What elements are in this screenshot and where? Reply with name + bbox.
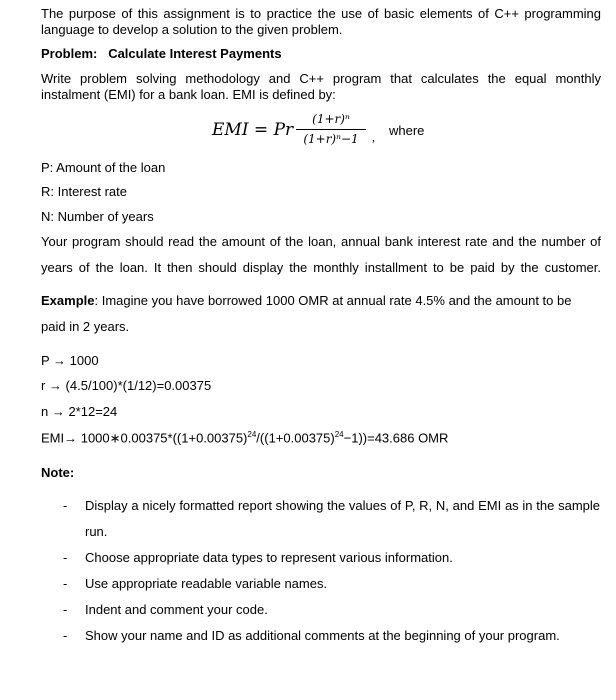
calc-p: P → 1000 <box>41 353 99 368</box>
note-heading <box>41 465 74 480</box>
note-item-2: Choose appropriate data types to represent various information. <box>85 550 453 565</box>
note-item-3: Use appropriate readable variable names. <box>85 576 328 591</box>
variable-n: N: Number of years <box>41 209 154 224</box>
variable-p: P: Amount of the loan <box>41 160 166 175</box>
emi-part-a: EMI→ 1000∗0.00375*((1+0.00375) <box>41 430 248 446</box>
formula-comma: , <box>372 130 375 144</box>
note-dash-5: - <box>63 628 68 643</box>
description-line-1: Write problem solving methodology and C++ program that calculates the equal monthly <box>41 71 601 86</box>
problem-heading <box>41 46 282 61</box>
note-item-5: Show your name and ID as additional comments at the beginning of your program. <box>85 628 560 643</box>
problem-label: Problem: <box>41 46 98 61</box>
intro-line-1: The purpose of this assignment is to practice the use of basic elements of C++ programming <box>41 6 601 21</box>
fraction-bar <box>296 129 366 130</box>
formula-numerator: (1+r)ⁿ <box>312 112 350 126</box>
note-dash-2: - <box>63 550 68 565</box>
emi-part-b: /((1+0.00375) <box>256 430 335 446</box>
note-dash-4: - <box>63 602 68 617</box>
calc-n: n → 2*12=24 <box>41 404 118 419</box>
formula-lhs: EMI = Pr <box>212 120 294 140</box>
example-line-1 <box>41 293 571 308</box>
read-line-2: years of the loan. It then should display the monthly installment to be paid by the customer. <box>41 260 601 275</box>
variable-r: R: Interest rate <box>41 184 127 199</box>
note-dash-1: - <box>63 498 68 513</box>
example-label: Example <box>41 293 95 308</box>
note-dash-3: - <box>63 576 68 591</box>
problem-title: Calculate Interest Payments <box>108 46 282 61</box>
note-item-1-cont: run. <box>85 524 108 539</box>
calc-r: r → (4.5/100)*(1/12)=0.00375 <box>41 378 212 393</box>
example-text: : Imagine you have borrowed 1000 OMR at annual rate 4.5% and the amount to be <box>94 293 572 308</box>
read-line-1: Your program should read the amount of the loan, annual bank interest rate and the number of <box>41 234 601 249</box>
example-line-2: paid in 2 years. <box>41 319 130 334</box>
intro-line-2: language to develop a solution to the given problem. <box>41 22 343 37</box>
emi-exponent-2: 24 <box>334 430 344 439</box>
formula-where: where <box>389 123 425 138</box>
emi-exponent-1: 24 <box>247 430 257 439</box>
emi-part-c: −1))=43.686 OMR <box>343 430 449 446</box>
note-item-4: Indent and comment your code. <box>85 602 268 617</box>
calc-emi <box>41 430 448 446</box>
note-label: Note: <box>41 465 75 480</box>
note-item-1: Display a nicely formatted report showing the values of P, R, N, and EMI as in the sample <box>85 498 600 513</box>
description-line-2: instalment (EMI) for a bank loan. EMI is defined by: <box>41 87 336 102</box>
formula-denominator: (1+r)ⁿ−1 <box>303 132 359 146</box>
